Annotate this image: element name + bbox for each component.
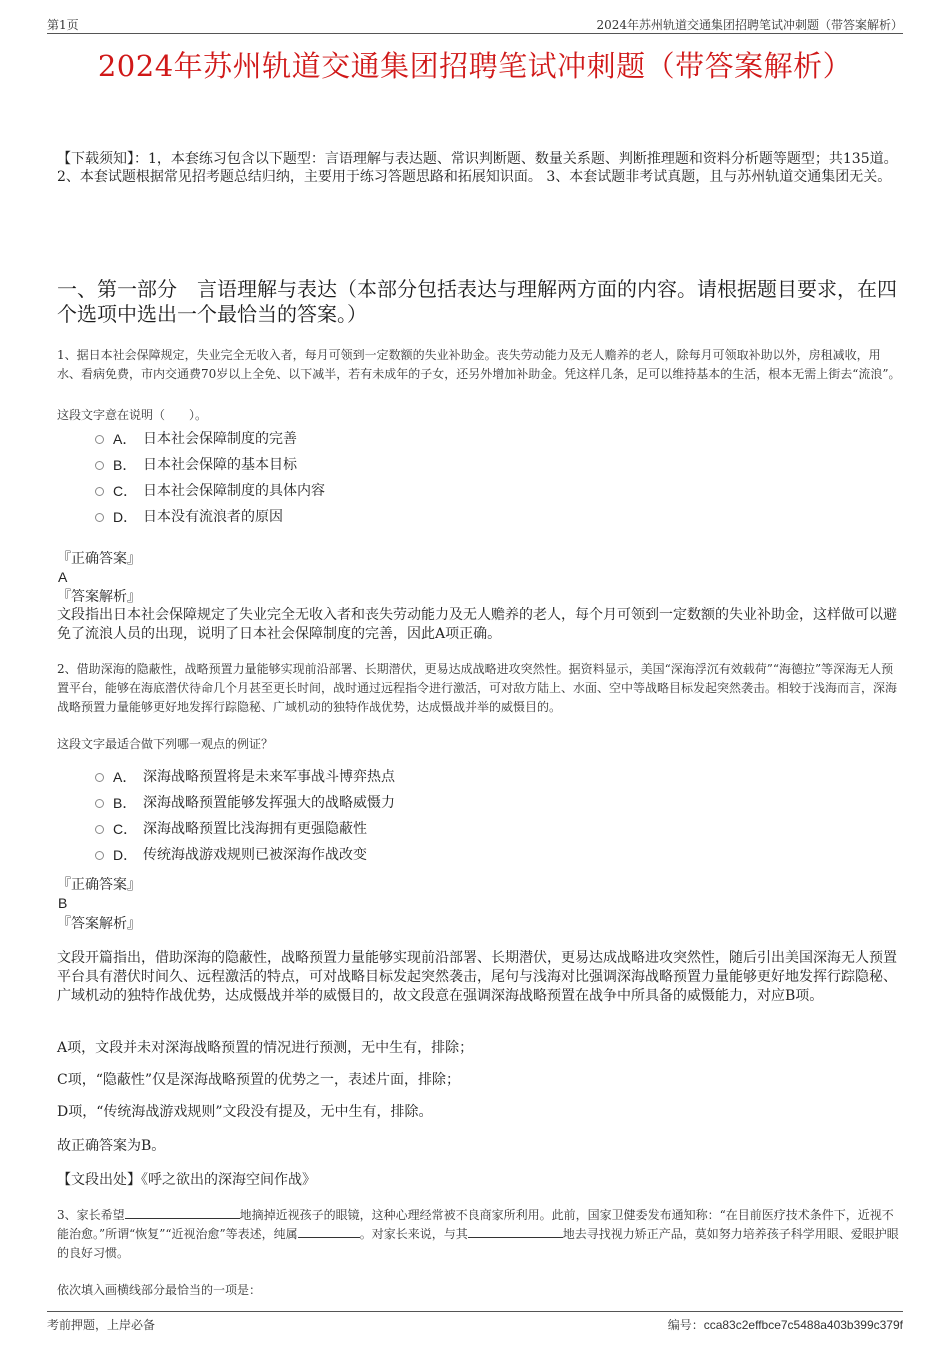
q1-option-c[interactable]: C． 日本社会保障制度的具体内容 (95, 481, 325, 501)
q2-analysis: 文段开篇指出，借助深海的隐蔽性，战略预置力量能够实现前沿部署、长期潜伏，更易达成战略进攻突然性，随后引出美国深海无人预置平台具有潜伏时间久、远程激活的特点，可对战略目标发起突然袭击，尾句与浅海对比强调深海战略预置力量能够更好地发挥行踪隐秘、广域机动的独特作战优势，达成慑战并举的威慑目的，故文段意在强调深海战略预置在战争中所具备的威慑能力，对应B项。 (57, 950, 897, 1004)
fill-blank-2[interactable] (298, 1225, 360, 1238)
q1-answer: A (58, 569, 68, 585)
q1-option-d[interactable]: D． 日本没有流浪者的原因 (95, 507, 283, 527)
page-footer (47, 1311, 903, 1332)
question-1-prompt: 这段文字意在说明（ ）。 (57, 408, 208, 422)
q2-analysis-label: 『答案解析』 (57, 916, 141, 932)
radio-icon[interactable] (95, 825, 104, 834)
q2-note-a: A项，文段并未对深海战略预置的情况进行预测，无中生有，排除； (57, 1040, 474, 1056)
fill-blank-1[interactable] (125, 1206, 240, 1219)
question-2-text: 2、借助深海的隐蔽性，战略预置力量能够实现前沿部署、长期潜伏，更易达成战略进攻突然性。据资料显示，美国“深海浮沉有效载荷”“海德拉”等深海无人预置平台，能够在海底潜伏待命几个月甚至更长时间，战时通过远程指令进行激活，可对敌方陆上、水面、空中等战略目标发起突然袭击。相较于浅海而言，深海战略预置力量能够更好地发挥行踪隐秘、广域机动的独特作战优势，达成慑战并举的威慑目的。 (57, 662, 898, 714)
running-title: 2024年苏州轨道交通集团招聘笔试冲刺题（带答案解析） (596, 18, 903, 32)
q2-option-c[interactable]: C． 深海战略预置比浅海拥有更强隐蔽性 (95, 819, 367, 839)
question-1-text: 1、据日本社会保障规定，失业完全无收入者，每月可领到一定数额的失业补助金。丧失劳动能力及无人赡养的老人，除每月可领取补助以外，房租减收，用水、看病免费，市内交通费70岁以上全免、以下减半，若有未成年的子女，还另外增加补助金。凭这样几条，足可以维持基本的生活，根本无需上街去“流浪”。 (57, 348, 901, 381)
q2-option-b[interactable]: B． 深海战略预置能够发挥强大的战略威慑力 (95, 793, 395, 813)
radio-icon[interactable] (95, 799, 104, 808)
page-number: 第1页 (47, 18, 79, 32)
question-3-prompt: 依次填入画横线部分最恰当的一项是： (57, 1283, 262, 1297)
radio-icon[interactable] (95, 461, 104, 470)
radio-icon[interactable] (95, 435, 104, 444)
q1-option-b[interactable]: B． 日本社会保障的基本目标 (95, 455, 297, 475)
download-notice: 【下载须知】：1，本套练习包含以下题型：言语理解与表达题、常识判断题、数量关系题、判断推理题和资料分析题等题型；共135道。 2、本套试题根据常见招考题总结归纳，主要用于练习答题思路和拓展知识面。 3、本套试题非考试真题，且与苏州轨道交通集团无关。 (57, 151, 898, 185)
document-title: 2024年苏州轨道交通集团招聘笔试冲刺题（带答案解析） (97, 49, 853, 83)
page-header (47, 14, 903, 34)
q2-answer-label: 『正确答案』 (57, 877, 141, 893)
radio-icon[interactable] (95, 513, 104, 522)
q2-source: 【文段出处】《呼之欲出的深海空间作战》 (57, 1172, 316, 1188)
q2-answer: B (58, 895, 68, 911)
q2-option-a[interactable]: A． 深海战略预置将是未来军事战斗博弈热点 (95, 767, 395, 787)
q1-analysis-label: 『答案解析』 (57, 589, 141, 605)
q2-note-c: C项，“隐蔽性”仅是深海战略预置的优势之一，表述片面，排除； (57, 1072, 461, 1088)
fill-blank-3[interactable] (468, 1225, 563, 1238)
radio-icon[interactable] (95, 487, 104, 496)
radio-icon[interactable] (95, 773, 104, 782)
q1-answer-label: 『正确答案』 (57, 551, 141, 567)
radio-icon[interactable] (95, 851, 104, 860)
q2-note-d: D项，“传统海战游戏规则”文段没有提及，无中生有，排除。 (57, 1104, 433, 1120)
question-3-text: 3、家长希望 地摘掉近视孩子的眼镜，这种心理经常被不良商家所利用。此前，国家卫健委发布通知称：“在目前医疗技术条件下，近视不能治愈。”所谓“恢复”“近视治愈”等表述，纯属 。对家长来说，与其 地去寻找视力矫正产品，莫如努力培养孩子科学用眼、爱眼护眼的良好习惯。 (57, 1208, 899, 1260)
footer-slogan: 考前押题，上岸必备 (47, 1318, 156, 1332)
q1-option-a[interactable]: A． 日本社会保障制度的完善 (95, 429, 297, 449)
section-title: 一、第一部分 言语理解与表达（本部分包括表达与理解两方面的内容。请根据题目要求，在四个选项中选出一个最恰当的答案。） (57, 277, 897, 326)
q2-conclusion: 故正确答案为B。 (57, 1138, 166, 1154)
question-2-prompt: 这段文字最适合做下列哪一观点的例证？ (57, 737, 274, 751)
q1-analysis: 文段指出日本社会保障规定了失业完全无收入者和丧失劳动能力及无人赡养的老人，每个月可领到一定数额的失业补助金，这样做可以避免了流浪人员的出现，说明了日本社会保障制度的完善，因此A项正确。 (57, 607, 897, 642)
q2-option-d[interactable]: D． 传统海战游戏规则已被深海作战改变 (95, 845, 367, 865)
document-code: 编号：cca83c2effbce7c5488a403b399c379f (667, 1318, 903, 1332)
